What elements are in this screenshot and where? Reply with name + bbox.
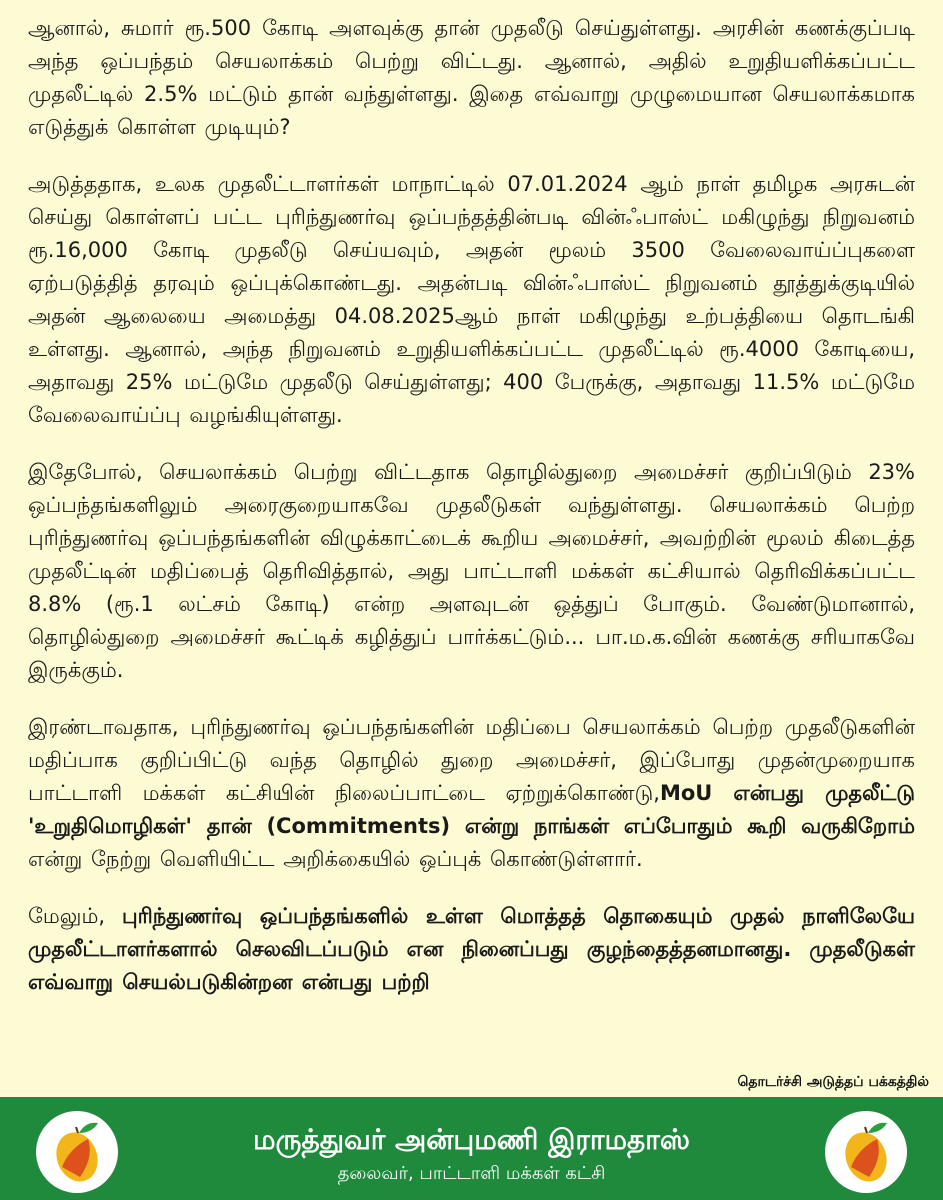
paragraph-4 — [28, 711, 915, 876]
leader-title: தலைவர், பாட்டாளி மக்கள் கட்சி — [337, 1163, 606, 1184]
paragraph-5-text: மேலும், — [28, 904, 122, 928]
paragraph-4-text: இரண்டாவதாக, புரிந்துணர்வு ஒப்பந்தங்களின் மதிப்பை செயலாக்கம் பெற்ற முதலீடுகளின் மதிப்பாக குறிப்பிட்டு வந்த தொழில் துறை அமைச்சர், இப்போது முதன்முறையாக பாட்டாளி மக்கள் கட்சியின் நிலைப்பாட்டை ஏற்றுக்கொண்டு, — [28, 715, 915, 805]
paragraph-4-tail: என்று நேற்று வெளியிட்ட அறிக்கையில் ஒப்புக் கொண்டுள்ளார். — [28, 847, 643, 871]
mango-icon — [825, 1111, 907, 1193]
footer-banner — [0, 1097, 943, 1200]
continued-note: தொடர்ச்சி அடுத்தப் பக்கத்தில் — [737, 1074, 929, 1090]
paragraph-3: இதேபோல், செயலாக்கம் பெற்று விட்டதாக தொழில்துறை அமைச்சர் குறிப்பிடும் 23% ஒப்பந்தங்களிலும் அரைகுறையாகவே முதலீடுகள் வந்துள்ளது. செயலாக்கம் பெற்ற புரிந்துணர்வு ஒப்பந்தங்களின் விழுக்காட்டைக் கூறிய அமைச்சர், அவற்றின் மூலம் கிடைத்த முதலீட்டின் மதிப்பைத் தெரிவித்தால், அது பாட்டாளி மக்கள் கட்சியால் தெரிவிக்கப்பட்ட 8.8% (ரூ.1 லட்சம் கோடி) என்ற அளவுடன் ஒத்துப் போகும். வேண்டுமானால், தொழில்துறை அமைச்சர் கூட்டிக் கழித்துப் பார்க்கட்டும்... பா.ம.க.வின் கணக்கு சரியாகவே இருக்கும். — [28, 460, 915, 682]
paragraph-2: அடுத்ததாக, உலக முதலீட்டாளர்கள் மாநாட்டில் 07.01.2024 ஆம் நாள் தமிழக அரசுடன் செய்து கொள்ளப் பட்ட புரிந்துணர்வு ஒப்பந்தத்தின்படி வின்ஃபாஸ்ட் மகிழுந்து நிறுவனம் ரூ.16,000 கோடி முதலீடு செய்யவும், அதன் மூலம் 3500 வேலைவாய்ப்புகளை ஏற்படுத்தித் தரவும் ஒப்புக்கொண்டது. அதன்படி வின்ஃபாஸ்ட் நிறுவனம் தூத்துக்குடியில் அதன் ஆலையை அமைத்து 04.08.2025ஆம் நாள் மகிழுந்து உற்பத்தியை தொடங்கி உள்ளது. ஆனால், அந்த நிறுவனம் உறுதியளிக்கப்பட்ட முதலீட்டில் ரூ.4000 கோடியை, அதாவது 25% மட்டுமே முதலீடு செய்துள்ளது; 400 பேருக்கு, அதாவது 11.5% மட்டுமே வேலைவாய்ப்பு வழங்கியுள்ளது. — [28, 172, 915, 427]
mango-logo-svg-right — [825, 1111, 907, 1193]
leader-name: மருத்துவர் அன்புமணி இராமதாஸ் — [252, 1123, 690, 1156]
document-body — [28, 12, 915, 1023]
paragraph-5 — [28, 900, 915, 999]
paragraph-1: ஆனால், சுமார் ரூ.500 கோடி அளவுக்கு தான் முதலீடு செய்துள்ளது. அரசின் கணக்குப்படி அந்த ஒப்பந்தம் செயலாக்கம் பெற்று விட்டது. ஆனால், அதில் உறுதியளிக்கப்பட்ட முதலீட்டில் 2.5% மட்டும் தான் வந்துள்ளது. இதை எவ்வாறு முழுமையான செயலாக்கமாக எடுத்துக் கொள்ள முடியும்? — [28, 16, 915, 139]
paragraph-5-bold: புரிந்துணர்வு ஒப்பந்தங்களில் உள்ள மொத்தத் தொகையும் முதல் நாளிலேயே முதலீட்டாளர்களால் செலவிடப்படும் என நினைப்பது குழந்தைத்தனமானது. முதலீடுகள் எவ்வாறு செயல்படுகின்றன என்பது பற்றி — [28, 904, 915, 994]
paragraph-4-bold: MoU என்பது முதலீட்டு 'உறுதிமொழிகள்' தான் (Commitments) என்று நாங்கள் எப்போதும் கூறி வருகிறோம் — [28, 781, 916, 838]
